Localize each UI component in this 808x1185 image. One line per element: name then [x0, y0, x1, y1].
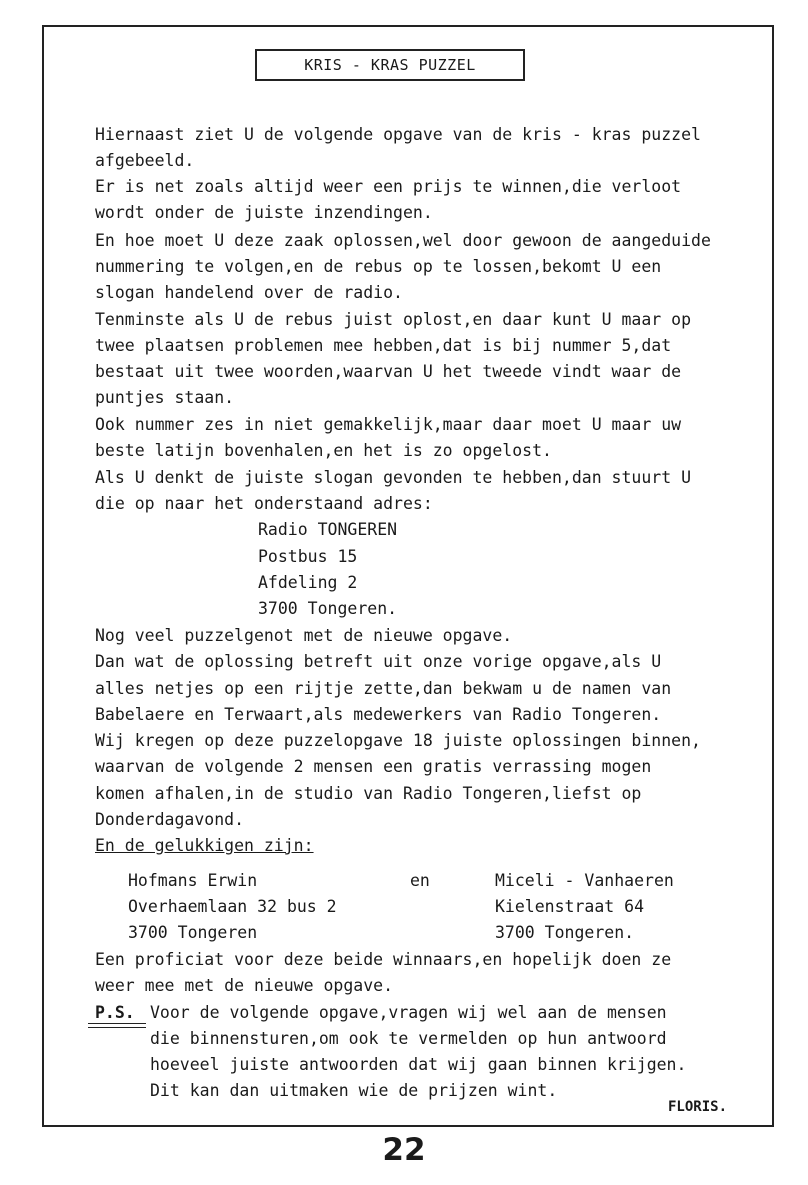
- body-line: waarvan de volgende 2 mensen een gratis verrassing mogen: [95, 757, 652, 776]
- ps-underline: [88, 1027, 146, 1028]
- ps-line: die binnensturen,om ook te vermelden op hun antwoord: [150, 1029, 667, 1048]
- winner-b-city: 3700 Tongeren.: [495, 923, 635, 942]
- winner-a-city: 3700 Tongeren: [128, 923, 258, 942]
- intro-line: nummering te volgen,en de rebus op te lossen,bekomt U een: [95, 257, 662, 276]
- intro-line: slogan handelend over de radio.: [95, 283, 403, 302]
- intro-line: Hiernaast ziet U de volgende opgave van de kris - kras puzzel: [95, 125, 701, 144]
- intro-line: wordt onder de juiste inzendingen.: [95, 203, 433, 222]
- intro-line: bestaat uit twee woorden,waarvan U het tweede vindt waar de: [95, 362, 682, 381]
- intro-line: beste latijn bovenhalen,en het is zo opgelost.: [95, 441, 552, 460]
- body-line: alles netjes op een rijtje zette,dan bekwam u de namen van: [95, 679, 672, 698]
- ps-line: Dit kan dan uitmaken wie de prijzen wint.: [150, 1081, 558, 1100]
- intro-line: Tenminste als U de rebus juist oplost,en daar kunt U maar op: [95, 310, 692, 329]
- address-line: Postbus 15: [258, 547, 358, 566]
- intro-line: die op naar het onderstaand adres:: [95, 494, 433, 513]
- page-number: 22: [382, 1132, 426, 1168]
- page-title: KRIS - KRAS PUZZEL: [255, 49, 525, 81]
- winner-a-name: Hofmans Erwin: [128, 871, 258, 890]
- body-line: komen afhalen,in de studio van Radio Tongeren,liefst op: [95, 784, 642, 803]
- intro-line: puntjes staan.: [95, 388, 235, 407]
- intro-line: Ook nummer zes in niet gemakkelijk,maar daar moet U maar uw: [95, 415, 682, 434]
- body-line: Dan wat de oplossing betreft uit onze vorige opgave,als U: [95, 652, 662, 671]
- winner-b-street: Kielenstraat 64: [495, 897, 645, 916]
- ps-underline: [88, 1023, 146, 1024]
- ps-line: Voor de volgende opgave,vragen wij wel aan de mensen: [150, 1003, 667, 1022]
- signature: FLORIS.: [668, 1099, 728, 1115]
- intro-line: Als U denkt de juiste slogan gevonden te hebben,dan stuurt U: [95, 468, 692, 487]
- closing-line: Een proficiat voor deze beide winnaars,en hopelijk doen ze: [95, 950, 672, 969]
- body-line: Babelaere en Terwaart,als medewerkers van Radio Tongeren.: [95, 705, 662, 724]
- closing-line: weer mee met de nieuwe opgave.: [95, 976, 394, 995]
- winner-b-name: Miceli - Vanhaeren: [495, 871, 674, 890]
- body-line: Wij kregen op deze puzzelopgave 18 juiste oplossingen binnen,: [95, 731, 701, 750]
- winners-heading: En de gelukkigen zijn:: [95, 836, 314, 855]
- address-line: Afdeling 2: [258, 573, 358, 592]
- ps-label: P.S.: [95, 1003, 135, 1022]
- intro-line: Er is net zoals altijd weer een prijs te winnen,die verloot: [95, 177, 682, 196]
- body-line: Donderdagavond.: [95, 810, 245, 829]
- winner-a-street: Overhaemlaan 32 bus 2: [128, 897, 337, 916]
- intro-line: afgebeeld.: [95, 151, 195, 170]
- intro-line: twee plaatsen problemen mee hebben,dat is bij nummer 5,dat: [95, 336, 672, 355]
- address-line: Radio TONGEREN: [258, 520, 398, 539]
- body-line: Nog veel puzzelgenot met de nieuwe opgave.: [95, 626, 513, 645]
- address-line: 3700 Tongeren.: [258, 599, 398, 618]
- winners-joiner: en: [410, 871, 430, 890]
- ps-line: hoeveel juiste antwoorden dat wij gaan binnen krijgen.: [150, 1055, 687, 1074]
- intro-line: En hoe moet U deze zaak oplossen,wel door gewoon de aangeduide: [95, 231, 711, 250]
